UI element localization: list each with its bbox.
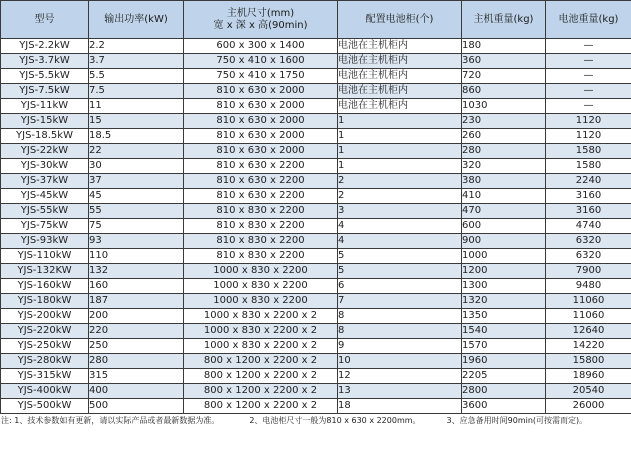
cell-power: 132 xyxy=(89,264,184,279)
table-row xyxy=(1,384,631,399)
cell-host-weight: 1320 xyxy=(462,294,546,309)
table-row xyxy=(1,369,631,384)
cell-battery-weight: 1580 xyxy=(546,159,631,174)
cell-power: 45 xyxy=(89,189,184,204)
table-row xyxy=(1,204,631,219)
cell-battery-weight: 11060 xyxy=(546,309,631,324)
cell-battery-weight: 4740 xyxy=(546,219,631,234)
cell-host-weight: 1000 xyxy=(462,249,546,264)
table-row xyxy=(1,159,631,174)
cell-model: YJS-250kW xyxy=(1,339,89,354)
cell-battery: 5 xyxy=(338,249,462,264)
cell-host-weight: 1570 xyxy=(462,339,546,354)
cell-dims: 810 x 630 x 2000 xyxy=(184,99,338,114)
cell-battery-weight: 18960 xyxy=(546,369,631,384)
cell-power: 250 xyxy=(89,339,184,354)
cell-battery: 1 xyxy=(338,114,462,129)
table-row xyxy=(1,399,631,414)
cell-battery: 6 xyxy=(338,279,462,294)
cell-dims: 810 x 630 x 2000 xyxy=(184,84,338,99)
table-row xyxy=(1,39,631,54)
cell-battery-weight: 15800 xyxy=(546,354,631,369)
cell-model: YJS-37kW xyxy=(1,174,89,189)
cell-model: YJS-2.2kW xyxy=(1,39,89,54)
cell-battery: 1 xyxy=(338,129,462,144)
cell-dims: 1000 x 830 x 2200 x 2 xyxy=(184,324,338,339)
table-row xyxy=(1,324,631,339)
cell-power: 3.7 xyxy=(89,54,184,69)
cell-model: YJS-30kW xyxy=(1,159,89,174)
cell-dims: 810 x 830 x 2200 xyxy=(184,219,338,234)
footnote-3: 3、应急备用时间90min(可按需而定)。 xyxy=(446,416,588,425)
table-row xyxy=(1,339,631,354)
cell-dims: 750 x 410 x 1750 xyxy=(184,69,338,84)
cell-power: 11 xyxy=(89,99,184,114)
cell-host-weight: 180 xyxy=(462,39,546,54)
cell-dims: 800 x 1200 x 2200 x 2 xyxy=(184,369,338,384)
cell-dims: 600 x 300 x 1400 xyxy=(184,39,338,54)
cell-host-weight: 320 xyxy=(462,159,546,174)
table-row xyxy=(1,129,631,144)
cell-power: 7.5 xyxy=(89,84,184,99)
cell-battery-weight: 1120 xyxy=(546,129,631,144)
cell-battery: 2 xyxy=(338,174,462,189)
table-row xyxy=(1,69,631,84)
cell-battery-weight: 20540 xyxy=(546,384,631,399)
cell-dims: 1000 x 830 x 2200 x 2 xyxy=(184,339,338,354)
table-row xyxy=(1,219,631,234)
cell-battery: 8 xyxy=(338,324,462,339)
cell-dims: 810 x 630 x 2000 xyxy=(184,114,338,129)
cell-power: 160 xyxy=(89,279,184,294)
table-row xyxy=(1,54,631,69)
cell-host-weight: 360 xyxy=(462,54,546,69)
cell-host-weight: 1960 xyxy=(462,354,546,369)
cell-battery-weight: 26000 xyxy=(546,399,631,414)
cell-model: YJS-110kW xyxy=(1,249,89,264)
cell-host-weight: 380 xyxy=(462,174,546,189)
cell-host-weight: 2205 xyxy=(462,369,546,384)
cell-battery: 5 xyxy=(338,264,462,279)
cell-dims: 810 x 630 x 2000 xyxy=(184,144,338,159)
cell-model: YJS-55kW xyxy=(1,204,89,219)
footnote-2: 2、电池柜尺寸一般为810 x 630 x 2200mm。 xyxy=(249,416,421,425)
cell-model: YJS-280kW xyxy=(1,354,89,369)
cell-model: YJS-15kW xyxy=(1,114,89,129)
cell-battery-weight: — xyxy=(546,99,631,114)
cell-model: YJS-93kW xyxy=(1,234,89,249)
footnote-1: 注: 1、技术参数如有更新，请以实际产品或者最新数据为准。 xyxy=(1,416,220,425)
cell-power: 37 xyxy=(89,174,184,189)
table-row xyxy=(1,99,631,114)
cell-dims: 1000 x 830 x 2200 xyxy=(184,264,338,279)
cell-battery-weight: 14220 xyxy=(546,339,631,354)
cell-model: YJS-200kW xyxy=(1,309,89,324)
cell-battery: 3 xyxy=(338,204,462,219)
cell-host-weight: 280 xyxy=(462,144,546,159)
table-row xyxy=(1,264,631,279)
cell-battery-weight: 12640 xyxy=(546,324,631,339)
table-row xyxy=(1,84,631,99)
cell-battery-weight: 6320 xyxy=(546,249,631,264)
cell-model: YJS-5.5kW xyxy=(1,69,89,84)
cell-power: 280 xyxy=(89,354,184,369)
table-row xyxy=(1,234,631,249)
cell-dims: 800 x 1200 x 2200 x 2 xyxy=(184,354,338,369)
cell-battery: 4 xyxy=(338,219,462,234)
header-battery-weight: 电池重量(kg) xyxy=(546,1,631,39)
cell-battery: 1 xyxy=(338,159,462,174)
cell-host-weight: 1200 xyxy=(462,264,546,279)
cell-power: 5.5 xyxy=(89,69,184,84)
table-row xyxy=(1,114,631,129)
table-row xyxy=(1,249,631,264)
header-battery: 配置电池柜(个) xyxy=(338,1,462,39)
cell-model: YJS-132KW xyxy=(1,264,89,279)
spec-body xyxy=(1,39,631,414)
cell-battery: 电池在主机柜内 xyxy=(338,69,462,84)
cell-dims: 1000 x 830 x 2200 xyxy=(184,279,338,294)
table-row xyxy=(1,279,631,294)
cell-battery-weight: 3160 xyxy=(546,189,631,204)
cell-model: YJS-500kW xyxy=(1,399,89,414)
cell-battery: 8 xyxy=(338,309,462,324)
cell-dims: 1000 x 830 x 2200 x 2 xyxy=(184,309,338,324)
cell-power: 315 xyxy=(89,369,184,384)
cell-battery-weight: 1120 xyxy=(546,114,631,129)
cell-host-weight: 1350 xyxy=(462,309,546,324)
cell-dims: 810 x 630 x 2200 xyxy=(184,174,338,189)
cell-model: YJS-3.7kW xyxy=(1,54,89,69)
cell-power: 400 xyxy=(89,384,184,399)
cell-battery-weight: — xyxy=(546,69,631,84)
header-dims-line1: 主机尺寸(mm) xyxy=(226,7,295,19)
cell-power: 500 xyxy=(89,399,184,414)
cell-battery-weight: 6320 xyxy=(546,234,631,249)
table-row xyxy=(1,294,631,309)
cell-battery: 9 xyxy=(338,339,462,354)
cell-host-weight: 230 xyxy=(462,114,546,129)
cell-host-weight: 720 xyxy=(462,69,546,84)
table-row xyxy=(1,189,631,204)
cell-battery-weight: 7900 xyxy=(546,264,631,279)
cell-power: 15 xyxy=(89,114,184,129)
cell-model: YJS-75kW xyxy=(1,219,89,234)
cell-battery: 7 xyxy=(338,294,462,309)
cell-host-weight: 860 xyxy=(462,84,546,99)
cell-power: 220 xyxy=(89,324,184,339)
cell-battery-weight: 2240 xyxy=(546,174,631,189)
cell-battery-weight: — xyxy=(546,39,631,54)
cell-power: 30 xyxy=(89,159,184,174)
cell-host-weight: 600 xyxy=(462,219,546,234)
cell-model: YJS-22kW xyxy=(1,144,89,159)
header-row xyxy=(1,1,631,39)
cell-dims: 800 x 1200 x 2200 x 2 xyxy=(184,384,338,399)
cell-power: 187 xyxy=(89,294,184,309)
header-model: 型号 xyxy=(1,1,89,39)
cell-model: YJS-400kW xyxy=(1,384,89,399)
cell-battery-weight: — xyxy=(546,54,631,69)
cell-battery: 2 xyxy=(338,189,462,204)
cell-battery: 4 xyxy=(338,234,462,249)
cell-model: YJS-180kW xyxy=(1,294,89,309)
cell-dims: 810 x 630 x 2200 xyxy=(184,159,338,174)
cell-dims: 810 x 830 x 2200 xyxy=(184,234,338,249)
cell-power: 55 xyxy=(89,204,184,219)
cell-battery: 10 xyxy=(338,354,462,369)
table-row xyxy=(1,309,631,324)
cell-host-weight: 410 xyxy=(462,189,546,204)
cell-host-weight: 3600 xyxy=(462,399,546,414)
cell-host-weight: 1540 xyxy=(462,324,546,339)
cell-dims: 1000 x 830 x 2200 xyxy=(184,294,338,309)
cell-model: YJS-220kW xyxy=(1,324,89,339)
cell-model: YJS-315kW xyxy=(1,369,89,384)
cell-battery: 18 xyxy=(338,399,462,414)
cell-host-weight: 1300 xyxy=(462,279,546,294)
cell-host-weight: 470 xyxy=(462,204,546,219)
cell-battery-weight: 9480 xyxy=(546,279,631,294)
cell-model: YJS-11kW xyxy=(1,99,89,114)
cell-dims: 810 x 830 x 2200 xyxy=(184,204,338,219)
header-host-weight: 主机重量(kg) xyxy=(462,1,546,39)
header-power: 输出功率(kW) xyxy=(89,1,184,39)
cell-dims: 810 x 630 x 2200 xyxy=(184,189,338,204)
cell-power: 2.2 xyxy=(89,39,184,54)
cell-dims: 810 x 630 x 2000 xyxy=(184,129,338,144)
cell-battery: 1 xyxy=(338,144,462,159)
cell-battery: 12 xyxy=(338,369,462,384)
cell-battery-weight: 11060 xyxy=(546,294,631,309)
table-row xyxy=(1,174,631,189)
cell-model: YJS-18.5kW xyxy=(1,129,89,144)
cell-battery: 13 xyxy=(338,384,462,399)
cell-power: 200 xyxy=(89,309,184,324)
cell-model: YJS-7.5kW xyxy=(1,84,89,99)
cell-host-weight: 900 xyxy=(462,234,546,249)
cell-power: 110 xyxy=(89,249,184,264)
cell-battery-weight: 3160 xyxy=(546,204,631,219)
cell-power: 75 xyxy=(89,219,184,234)
cell-dims: 800 x 1200 x 2200 x 2 xyxy=(184,399,338,414)
cell-battery: 电池在主机柜内 xyxy=(338,39,462,54)
cell-host-weight: 260 xyxy=(462,129,546,144)
cell-host-weight: 2800 xyxy=(462,384,546,399)
table-row xyxy=(1,354,631,369)
cell-host-weight: 1030 xyxy=(462,99,546,114)
cell-battery: 电池在主机柜内 xyxy=(338,99,462,114)
header-dims xyxy=(184,1,338,39)
cell-model: YJS-45kW xyxy=(1,189,89,204)
cell-battery: 电池在主机柜内 xyxy=(338,54,462,69)
cell-battery-weight: — xyxy=(546,84,631,99)
cell-battery-weight: 1580 xyxy=(546,144,631,159)
footnote xyxy=(0,415,631,427)
cell-battery: 电池在主机柜内 xyxy=(338,84,462,99)
cell-power: 93 xyxy=(89,234,184,249)
cell-power: 22 xyxy=(89,144,184,159)
header-dims-line2: 宽 x 深 x 高(90min) xyxy=(213,19,308,31)
cell-power: 18.5 xyxy=(89,129,184,144)
cell-model: YJS-160kW xyxy=(1,279,89,294)
cell-dims: 750 x 410 x 1600 xyxy=(184,54,338,69)
cell-dims: 810 x 830 x 2200 xyxy=(184,249,338,264)
table-row xyxy=(1,144,631,159)
